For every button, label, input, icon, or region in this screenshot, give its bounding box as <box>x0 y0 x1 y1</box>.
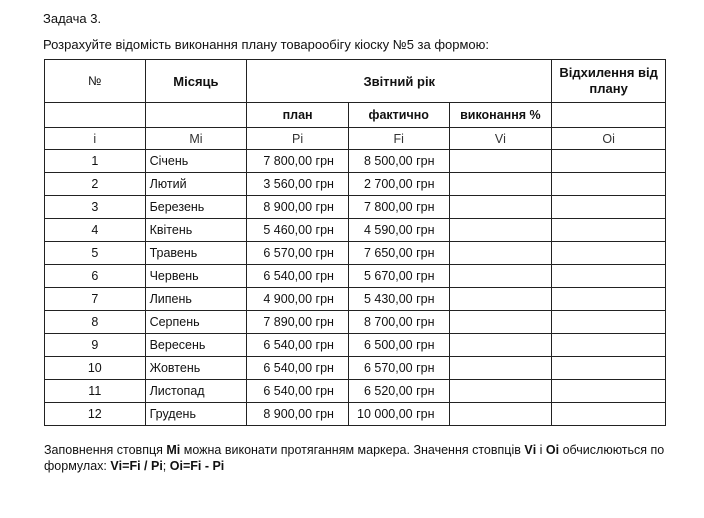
row-actual: 8 700,00 грн <box>348 311 449 334</box>
table-row <box>45 150 666 173</box>
row-deviation[interactable] <box>552 265 666 288</box>
task-description: Розрахуйте відомість виконання плану товарообігу кіоску №5 за формою: <box>43 37 490 52</box>
row-plan: 6 540,00 грн <box>247 334 349 357</box>
row-number: 11 <box>45 380 146 403</box>
symbol-o: Oі <box>552 128 666 150</box>
row-plan: 6 540,00 грн <box>247 265 349 288</box>
row-completion[interactable] <box>449 288 552 311</box>
row-deviation[interactable] <box>552 357 666 380</box>
table-row <box>45 403 666 426</box>
table-row <box>45 334 666 357</box>
row-completion[interactable] <box>449 242 552 265</box>
table-row <box>45 196 666 219</box>
row-completion[interactable] <box>449 173 552 196</box>
row-number: 2 <box>45 173 146 196</box>
row-actual: 8 500,00 грн <box>348 150 449 173</box>
row-completion[interactable] <box>449 196 552 219</box>
row-plan: 3 560,00 грн <box>247 173 349 196</box>
row-actual: 7 800,00 грн <box>348 196 449 219</box>
row-completion[interactable] <box>449 334 552 357</box>
footer-formula-o: Oі=Fі - Pі <box>169 459 225 473</box>
row-deviation[interactable] <box>552 196 666 219</box>
row-actual: 7 650,00 грн <box>348 242 449 265</box>
symbol-m: Mі <box>145 128 247 150</box>
row-actual: 6 500,00 грн <box>348 334 449 357</box>
header-row-2 <box>45 103 666 128</box>
symbol-f: Fі <box>348 128 449 150</box>
row-month: Серпень <box>145 311 247 334</box>
footer-text-1: Заповнення стовпця <box>44 443 167 457</box>
row-completion[interactable] <box>449 150 552 173</box>
footer-text-3: і <box>536 443 546 457</box>
symbol-p: Pі <box>247 128 349 150</box>
table-row <box>45 380 666 403</box>
row-deviation[interactable] <box>552 219 666 242</box>
row-number: 4 <box>45 219 146 242</box>
row-deviation[interactable] <box>552 173 666 196</box>
table-row <box>45 173 666 196</box>
symbol-row <box>45 128 666 150</box>
empty-cell <box>552 103 666 128</box>
row-completion[interactable] <box>449 311 552 334</box>
empty-cell <box>145 103 247 128</box>
table-row <box>45 357 666 380</box>
footer-v-symbol: Vі <box>524 443 537 457</box>
header-completion: виконання % <box>449 103 552 128</box>
row-number: 8 <box>45 311 146 334</box>
row-plan: 6 540,00 грн <box>247 357 349 380</box>
header-row-1 <box>45 60 666 103</box>
header-number: № <box>45 60 146 103</box>
footer-text-4: обчислюються по формулах: <box>44 443 665 473</box>
row-plan: 5 460,00 грн <box>247 219 349 242</box>
table-row <box>45 219 666 242</box>
row-plan: 6 570,00 грн <box>247 242 349 265</box>
row-number: 12 <box>45 403 146 426</box>
row-completion[interactable] <box>449 380 552 403</box>
row-plan: 4 900,00 грн <box>247 288 349 311</box>
row-month: Лютий <box>145 173 247 196</box>
footer-o-symbol: Oі <box>545 443 560 457</box>
row-month: Липень <box>145 288 247 311</box>
row-completion[interactable] <box>449 265 552 288</box>
row-month: Жовтень <box>145 357 247 380</box>
row-number: 3 <box>45 196 146 219</box>
row-deviation[interactable] <box>552 242 666 265</box>
footer-text-2: можна виконати протяганням маркера. Значення стовпців <box>180 443 525 457</box>
row-number: 9 <box>45 334 146 357</box>
table-row <box>45 311 666 334</box>
row-number: 10 <box>45 357 146 380</box>
row-number: 6 <box>45 265 146 288</box>
symbol-v: Vі <box>449 128 552 150</box>
row-plan: 8 900,00 грн <box>247 196 349 219</box>
row-actual: 6 570,00 грн <box>348 357 449 380</box>
footer-sep: ; <box>162 459 170 473</box>
row-number: 7 <box>45 288 146 311</box>
row-actual: 2 700,00 грн <box>348 173 449 196</box>
row-number: 1 <box>45 150 146 173</box>
plan-completion-table <box>44 59 666 426</box>
row-month: Грудень <box>145 403 247 426</box>
row-deviation[interactable] <box>552 403 666 426</box>
footer-formula-v: Vі=Fі / Pі <box>110 459 163 473</box>
row-actual: 4 590,00 грн <box>348 219 449 242</box>
row-plan: 7 890,00 грн <box>247 311 349 334</box>
row-completion[interactable] <box>449 219 552 242</box>
row-completion[interactable] <box>449 403 552 426</box>
empty-cell <box>45 103 146 128</box>
row-actual: 5 430,00 грн <box>348 288 449 311</box>
footer-note <box>44 442 674 474</box>
row-number: 5 <box>45 242 146 265</box>
row-deviation[interactable] <box>552 311 666 334</box>
row-month: Вересень <box>145 334 247 357</box>
row-plan: 8 900,00 грн <box>247 403 349 426</box>
symbol-i: і <box>45 128 146 150</box>
row-month: Листопад <box>145 380 247 403</box>
row-actual: 10 000,00 грн <box>348 403 449 426</box>
row-month: Січень <box>145 150 247 173</box>
row-actual: 6 520,00 грн <box>348 380 449 403</box>
table-row <box>45 288 666 311</box>
header-month: Місяць <box>145 60 247 103</box>
footer-m-symbol: Mі <box>166 443 181 457</box>
table-row <box>45 265 666 288</box>
row-deviation[interactable] <box>552 334 666 357</box>
row-month: Березень <box>145 196 247 219</box>
row-month: Квітень <box>145 219 247 242</box>
row-plan: 7 800,00 грн <box>247 150 349 173</box>
row-month: Травень <box>145 242 247 265</box>
header-plan: план <box>247 103 349 128</box>
row-deviation[interactable] <box>552 288 666 311</box>
table-row <box>45 242 666 265</box>
header-actual: фактично <box>348 103 449 128</box>
row-actual: 5 670,00 грн <box>348 265 449 288</box>
header-deviation: Відхилення від плану <box>552 60 666 103</box>
header-report-year: Звітний рік <box>247 60 552 103</box>
row-deviation[interactable] <box>552 150 666 173</box>
task-title: Задача 3. <box>43 11 102 26</box>
row-month: Червень <box>145 265 247 288</box>
row-deviation[interactable] <box>552 380 666 403</box>
row-completion[interactable] <box>449 357 552 380</box>
row-plan: 6 540,00 грн <box>247 380 349 403</box>
